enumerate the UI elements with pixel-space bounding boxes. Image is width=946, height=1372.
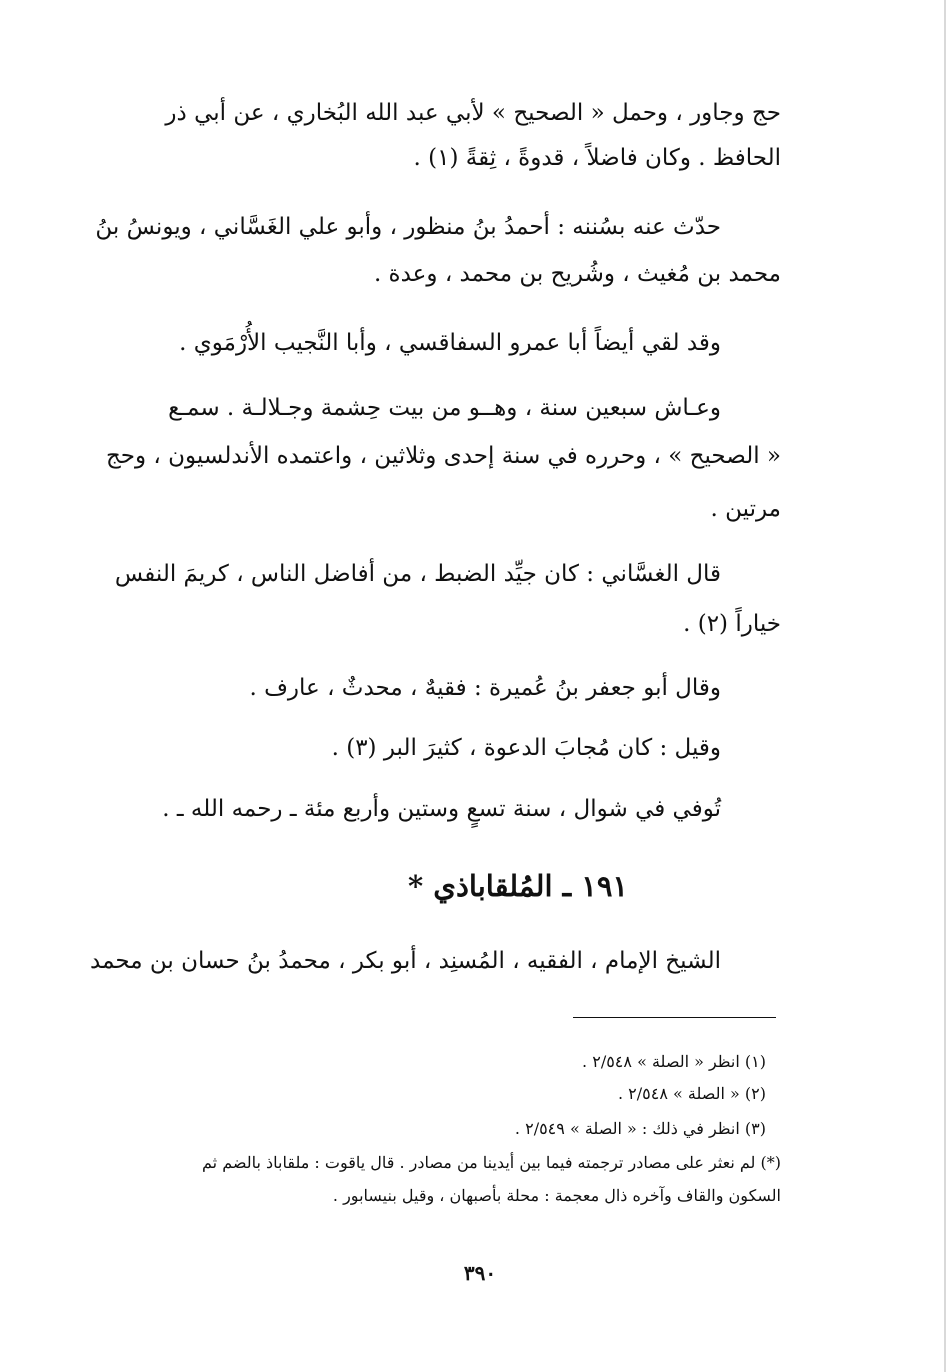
body-line-5: وقد لقي أيضاً أبا عمرو السفاقسي ، وأبا النَّجيب الأُرْمَوي . (179, 330, 721, 356)
body-line-1: حج وجاور ، وحمل « الصحيح » لأبي عبد الله البُخاري ، عن أبي ذر (165, 100, 781, 126)
page-number: ٣٩٠ (463, 1261, 497, 1285)
body-line-8: مرتين . (710, 496, 781, 522)
body-line-3: حدّث عنه بسُننه : أحمدُ بنُ منظور ، وأبو علي الغَسَّاني ، ويونسُ بنُ (95, 214, 721, 240)
body-line-6: وعـاش سبعين سنة ، وهــو من بيت حِشمة وجـلالـة . سمـع (168, 395, 721, 421)
body-line-4: محمد بن مُغيث ، وشُريح بن محمد ، وعدة . (373, 261, 781, 287)
footnote-note-line-1: (*) لم نعثر على مصادر ترجمته فيما بين أيدينا من مصادر . قال ياقوت : ملقاباذ بالضم ثم (202, 1153, 781, 1172)
footnote-3: (٣) انظر في ذلك : « الصلة » ٢/٥٤٩ . (514, 1119, 766, 1138)
footnote-2: (٢) « الصلة » ٢/٥٤٨ . (617, 1084, 766, 1103)
body-line-13: تُوفي في شوال ، سنة تسعٍ وستين وأربع مئة ـ رحمه الله ـ . (162, 796, 721, 822)
footnote-1: (١) انظر « الصلة » ٢/٥٤٨ . (582, 1052, 766, 1071)
footnote-separator (573, 1017, 776, 1018)
section-heading: ١٩١ ـ المُلقاباذي * (408, 869, 628, 903)
footnote-note-line-2: السكون والقاف وآخره ذال معجمة : محلة بأصبهان ، وقيل بنيسابور . (332, 1186, 781, 1205)
body-line-12: وقيل : كان مُجابَ الدعوة ، كثيرَ البر (٣) . (331, 735, 721, 761)
body-line-11: وقال أبو جعفر بنُ عُميرة : فقيهٌ ، محدثٌ ، عارف . (249, 675, 721, 701)
body-line-7: « الصحيح » ، وحرره في سنة إحدى وثلاثين ، واعتمده الأندلسيون ، وحج (105, 443, 781, 469)
body-line-14: الشيخ الإمام ، الفقيه ، المُسنِد ، أبو بكر ، محمدُ بنُ حسان بن محمد (90, 948, 721, 974)
body-line-9: قال الغسَّاني : كان جيِّد الضبط ، من أفاضل الناس ، كريمَ النفس (114, 561, 721, 587)
body-line-10: خياراً (٢) . (683, 611, 781, 637)
body-line-2: الحافظ . وكان فاضلاً ، قدوةً ، ثِقةً (١) . (413, 145, 781, 171)
